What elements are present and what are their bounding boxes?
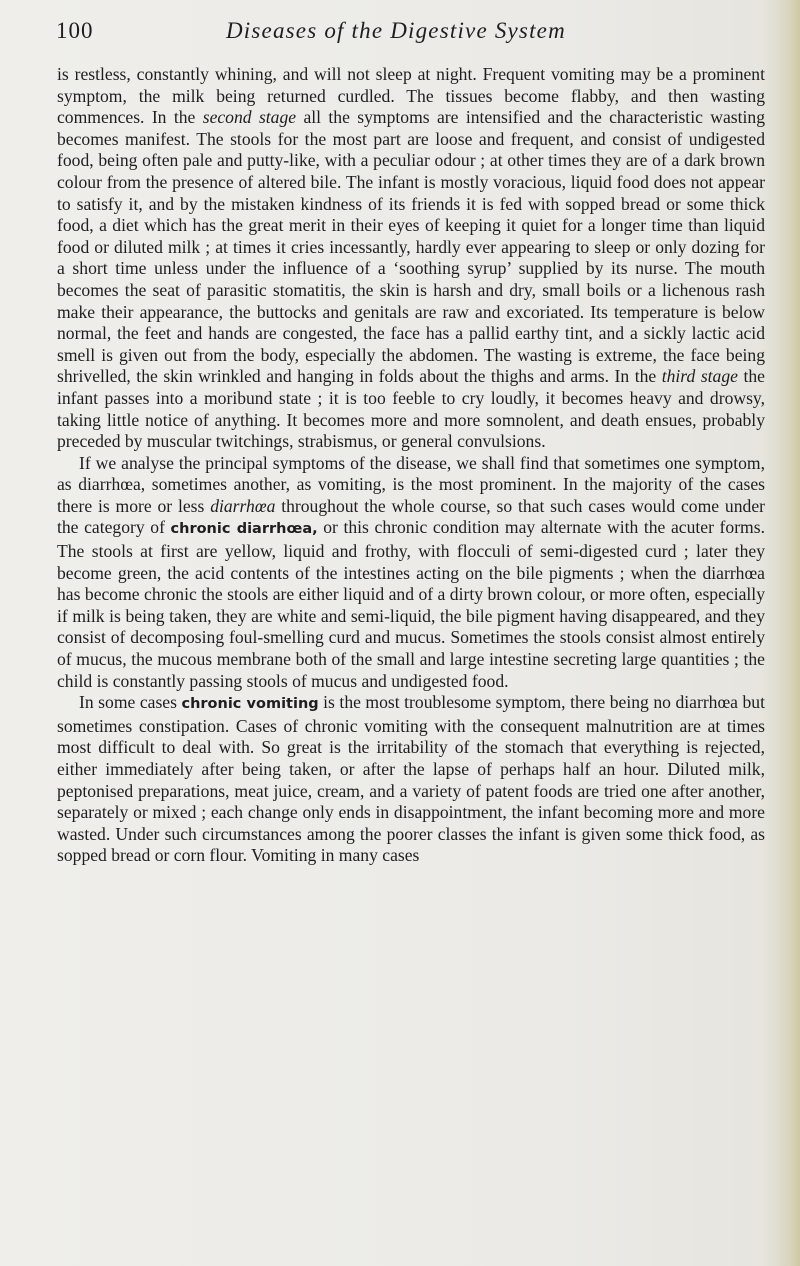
third-stage-term: third stage [661,366,738,387]
paragraph-2-text-a: If we analyse the principal symptoms of the disease, we shall find that sometimes one symptom, as diarrhœa, sometimes another, as vomiting, is the most prominent. In the majority of the cases there is more or less [57,452,765,516]
running-title: Diseases of the Digestive System [226,18,566,43]
diarrhoea-term: diarrhœa [210,495,276,516]
body-text [57,64,765,867]
paragraph-1-text-c: the infant passes into a moribund state ; it is too feeble to cry loudly, it becomes heavy and drowsy, taking little notice of anything. It becomes more and more somnolent, and death ensues, probably preceded by muscular twitchings, strabismus, or general convulsions. [57,366,765,452]
chronic-diarrhoea-heading: chronic diarrhœa, [170,521,318,538]
paragraph-3-text-a: In some cases [79,692,182,713]
page-edge-shadow [774,0,800,1266]
paragraph-3 [57,692,765,867]
second-stage-term: second stage [202,107,297,128]
paragraph-2-text-c: or this chronic condition may alternate with the acuter forms. The stools at first are yellow, liquid and frothy, with flocculi of semi-digested curd ; later they become green, the acid contents of the intestines acting on the bile pigments ; when the diarrhœa has become chronic the stools are either liquid and of a dirty brown colour, or more often, especially if milk is being taken, they are white and semi-liquid, the bile pigment having disappeared, and they consist of decomposing foul-smelling curd and mucus. Sometimes the stools consist almost entirely of mucus, the mucous membrane both of the small and large intestine secreting large quantities ; the child is constantly passing stools of mucus and undigested food. [57,517,765,691]
page-header [56,18,786,54]
paragraph-1 [57,64,765,453]
paragraph-2 [57,453,765,693]
paragraph-1-text-a: is restless, constantly whining, and will not sleep at night. Frequent vomiting may be a prominent symptom, the milk being returned curdled. The tissues become flabby, and then wasting commences. In the [57,64,765,128]
page-number: 100 [56,18,94,43]
chronic-vomiting-heading: chronic vomiting [181,696,319,713]
paragraph-3-text-b: is the most troublesome symptom, there being no diarrhœa but sometimes constipation. Cases of chronic vomiting with the consequent malnutrition are at times most difficult to deal with. So great is the irritability of the stomach that everything is rejected, either immediately after being taken, or after the lapse of perhaps half an hour. Diluted milk, peptonised preparations, meat juice, cream, and a variety of patent foods are tried one after another, separately or mixed ; each change only ends in disappointment, the infant becoming more and more wasted. Under such circumstances among the poorer classes the infant is given some thick food, as sopped bread or corn flour. Vomiting in many cases [57,692,765,866]
paragraph-1-text-b: all the symptoms are intensified and the characteristic wasting becomes manifest. The stools for the most part are loose and frequent, and consist of undigested food, being often pale and putty-like, with a peculiar odour ; at other times they are of a dark brown colour from the presence of altered bile. The infant is mostly voracious, liquid food does not appear to satisfy it, and by the mistaken kindness of its friends it is fed with sopped bread or some thick food, a diet which has the great merit in their eyes of keeping it quiet for a longer time than liquid food or diluted milk ; at times it cries incessantly, hardly ever appearing to sleep or only dozing for a short time unless under the influence of a ‘soothing syrup’ supplied by its nurse. The mouth becomes the seat of parasitic stomatitis, the skin is harsh and dry, small boils or a lichenous rash make their appearance, the buttocks and genitals are raw and excoriated. Its temperature is below normal, the feet and hands are congested, the face has a pallid earthy tint, and a sickly lactic acid smell is given out from the body, especially the abdomen. The wasting is extreme, the face being shrivelled, the skin wrinkled and hanging in folds about the thighs and arms. In the [57,107,765,387]
paragraph-2-text-b: throughout the whole course, so that such cases would come under the category of [57,495,765,538]
